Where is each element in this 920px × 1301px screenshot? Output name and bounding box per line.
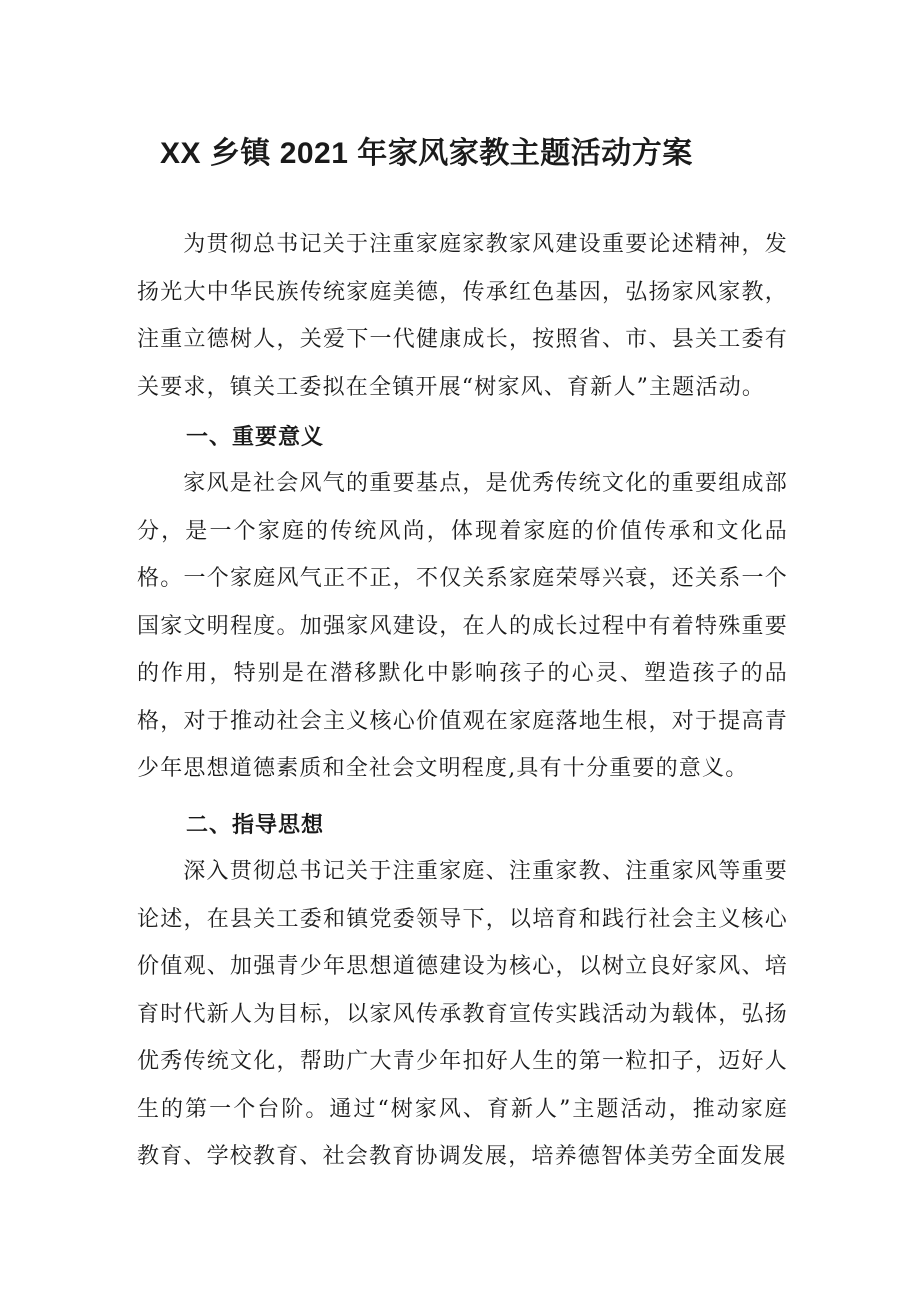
section-heading-significance: 一、重要意义 <box>186 424 325 449</box>
section-paragraph-guiding-ideology: 深入贯彻总书记关于注重家庭、注重家教、注重家风等重要论述，在县关工委和镇党委领导下，以培育和践行社会主义核心价值观、加强青少年思想道德建设为核心，以树立良好家风、培育时代新人为目标，以家风传承教育宣传实践活动为载体，弘扬优秀传统文化，帮助广大青少年扣好人生的第一粒扣子，迈好人生的第一个台阶。通过“树家风、育新人”主题活动，推动家庭教育、学校教育、社会教育协调发展，培养德智体美劳全面发展 <box>137 859 788 1169</box>
intro-paragraph: 为贯彻总书记关于注重家庭家教家风建设重要论述精神，发扬光大中华民族传统家庭美德，传承红色基因，弘扬家风家教，注重立德树人，关爱下一代健康成长，按照省、市、县关工委有关要求，镇关工委拟在全镇开展“树家风、育新人”主题活动。 <box>137 232 788 400</box>
document-title: XX 乡镇 2021 年家风家教主题活动方案 <box>160 137 693 171</box>
section-paragraph-significance: 家风是社会风气的重要基点，是优秀传统文化的重要组成部分，是一个家庭的传统风尚，体现着家庭的价值传承和文化品格。一个家庭风气正不正，不仅关系家庭荣辱兴衰，还关系一个国家文明程度。加强家风建设，在人的成长过程中有着特殊重要的作用，特别是在潜移默化中影响孩子的心灵、塑造孩子的品格，对于推动社会主义核心价值观在家庭落地生根，对于提高青少年思想道德素质和全社会文明程度,具有十分重要的意义。 <box>137 471 788 781</box>
section-heading-guiding-ideology: 二、指导思想 <box>186 812 325 837</box>
